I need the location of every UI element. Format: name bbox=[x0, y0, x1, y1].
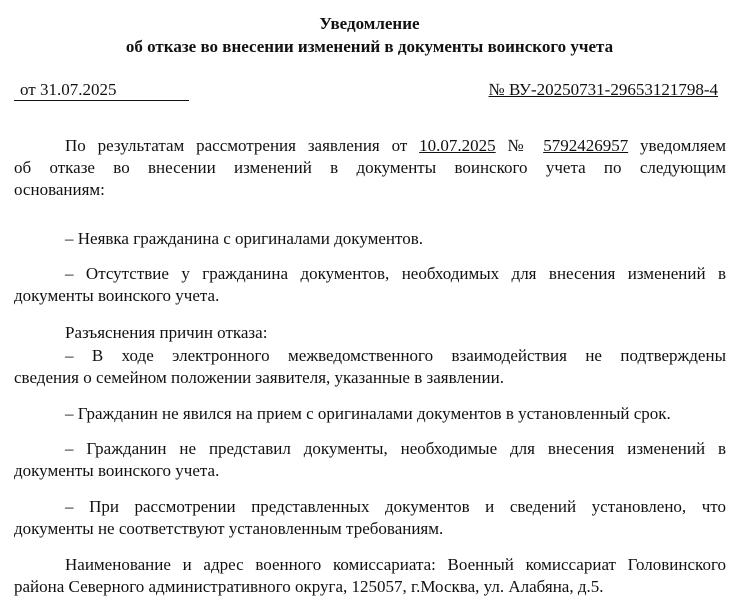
intro-line-1 bbox=[14, 135, 726, 157]
application-number: 5792426957 bbox=[543, 136, 629, 155]
number-sign: № bbox=[495, 136, 544, 155]
explanation-item bbox=[14, 438, 726, 482]
commissariat-line-1: Наименование и адрес военного комиссариата: Военный комиссариат Головинского bbox=[65, 555, 726, 574]
document-title: Уведомление bbox=[319, 14, 420, 33]
intro-line-3: основаниям: bbox=[14, 180, 105, 199]
intro-text-before: По результатам рассмотрения заявления от bbox=[65, 136, 420, 155]
ground-2-line-2: документы воинского учета. bbox=[14, 286, 220, 305]
explanation-item bbox=[14, 345, 726, 389]
document-subtitle: об отказе во внесении изменений в документы воинского учета bbox=[125, 37, 614, 56]
explanation-4-line-1: – При рассмотрении представленных документов и сведений установлено, что bbox=[65, 497, 726, 516]
ground-1-line-1: – Неявка гражданина с оригиналами документов. bbox=[65, 229, 423, 248]
ground-item bbox=[14, 228, 726, 250]
explanation-1-line-1: – В ходе электронного межведомственного взаимодействия не подтверждены bbox=[65, 346, 726, 365]
notice-date bbox=[14, 80, 189, 101]
application-date: 10.07.2025 bbox=[419, 136, 496, 155]
explanations-heading: Разъяснения причин отказа: bbox=[65, 323, 268, 342]
explanation-2-line-1: – Гражданин не явился на прием с оригиналами документов в установленный срок. bbox=[65, 404, 671, 423]
ground-2-line-1: – Отсутствие у гражданина документов, необходимых для внесения изменений в bbox=[65, 264, 726, 283]
intro-line-2: об отказе во внесении изменений в документы воинского учета по следующим bbox=[14, 158, 726, 177]
ground-item bbox=[14, 263, 726, 307]
commissariat-paragraph bbox=[14, 554, 726, 598]
commissariat-line-2: района Северного административного округа, 125057, г.Москва, ул. Алабяна, д.5. bbox=[14, 577, 604, 596]
explanation-3-line-2: документы воинского учета. bbox=[14, 461, 220, 480]
notice-date-text: от 31.07.2025 bbox=[20, 80, 117, 99]
explanation-item bbox=[14, 403, 726, 425]
intro-paragraph bbox=[14, 135, 726, 201]
explanation-item bbox=[14, 496, 726, 540]
explanation-1-line-2: сведения о семейном положении заявителя, указанные в заявлении. bbox=[14, 368, 504, 387]
explanation-4-line-2: документы не соответствуют установленным требованиям. bbox=[14, 519, 444, 538]
explanation-3-line-1: – Гражданин не представил документы, необходимые для внесения изменений в bbox=[65, 439, 726, 458]
intro-text-after: уведомляем bbox=[628, 136, 726, 155]
notice-number: № ВУ-20250731-29653121798-4 bbox=[488, 80, 718, 99]
